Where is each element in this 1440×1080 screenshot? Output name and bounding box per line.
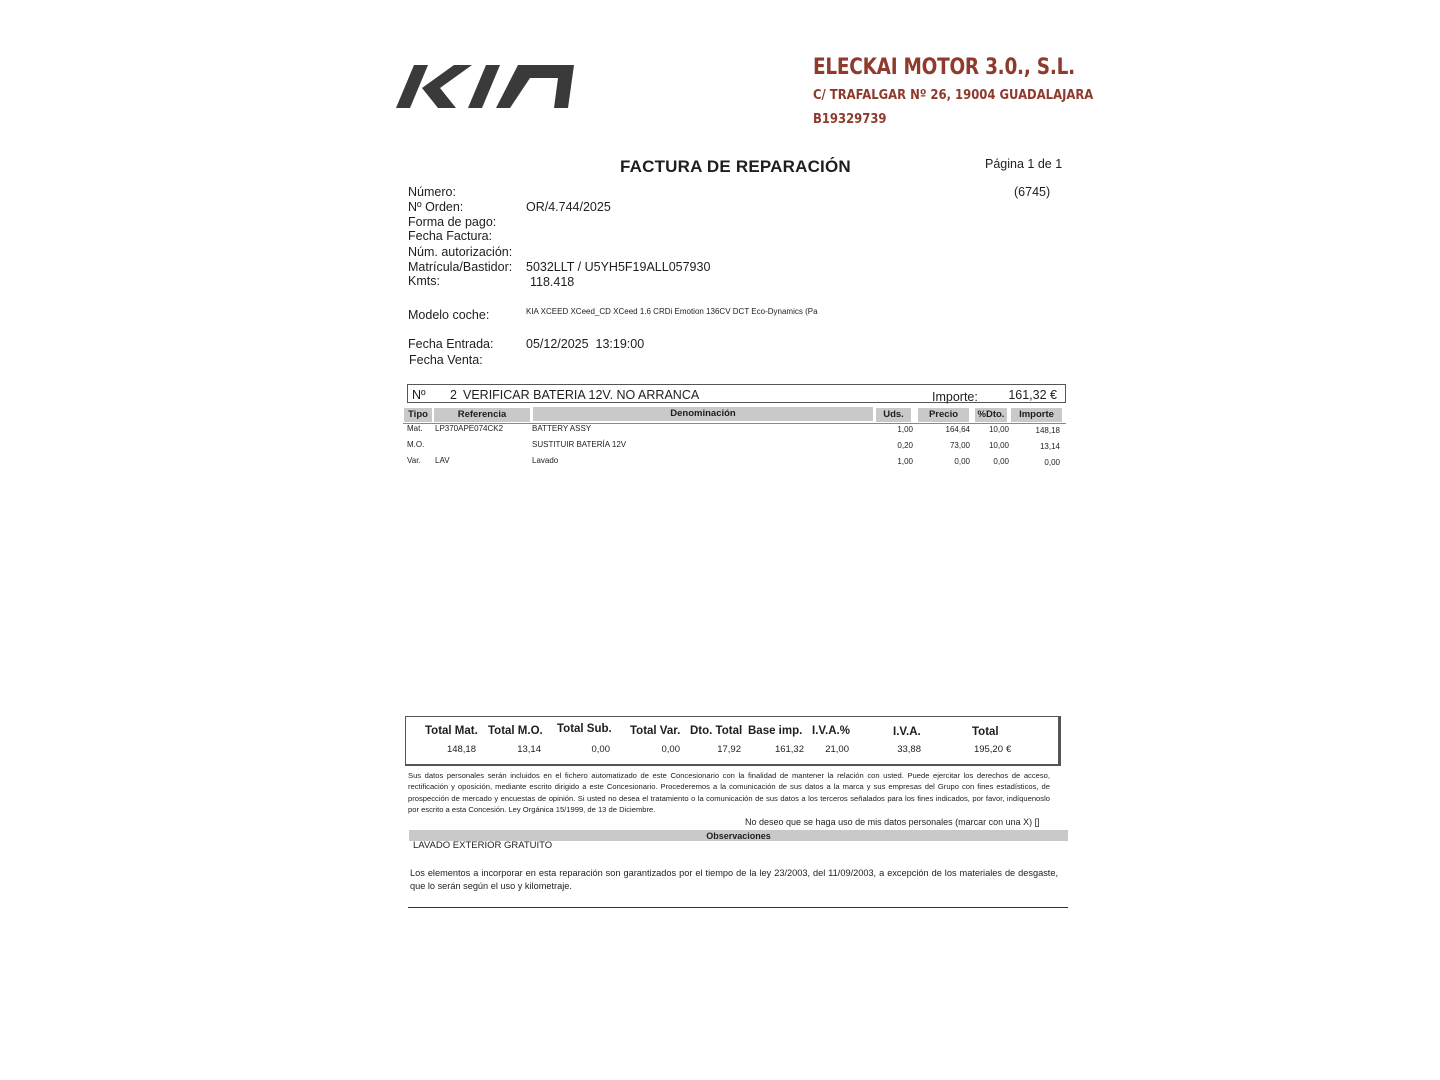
- total-sub-header: Total Sub.: [557, 723, 612, 735]
- company-header: [813, 55, 1133, 127]
- total-mo-value: 13,14: [517, 744, 541, 755]
- dto-total-value: 17,92: [717, 744, 741, 755]
- document-ref: (6745): [1014, 185, 1051, 199]
- matricula-label: Matrícula/Bastidor:: [408, 260, 513, 274]
- orden-label: Nº Orden:: [408, 200, 464, 214]
- kmts-value: 118.418: [530, 275, 575, 289]
- kmts-label: Kmts:: [408, 274, 440, 288]
- iva-pct-header: I.V.A.%: [812, 725, 850, 737]
- table-row-cell-denominacion: SUSTITUIR BATERÍA 12V: [532, 440, 627, 449]
- table-row-cell-precio: 73,00: [949, 441, 970, 450]
- iva-value: 33,88: [897, 744, 921, 755]
- col-header-precio: Precio: [918, 408, 969, 422]
- total-mat-header: Total Mat.: [425, 725, 478, 737]
- table-row-cell-importe: 13,14: [1039, 442, 1060, 451]
- table-row-cell-precio: 164,64: [945, 425, 970, 434]
- observations-text: LAVADO EXTERIOR GRATUITO: [413, 840, 553, 851]
- operation-importe-value: 161,32 €: [1008, 388, 1057, 402]
- table-row-cell-denominacion: BATTERY ASSY: [532, 424, 592, 433]
- iva-header: I.V.A.: [893, 726, 921, 738]
- table-row-cell-importe: 0,00: [1044, 458, 1060, 467]
- table-row-cell-referencia: LP370APE074CK2: [435, 424, 504, 433]
- footer-divider: [408, 907, 1068, 908]
- guarantee-text: Los elementos a incorporar en esta reparación son garantizados por el tiempo de la ley 23/2003, del 11/09/2003, a excepción de los materiales de desgaste, que lo serán según el uso y kilometraje.: [410, 868, 1058, 891]
- totals-box: [405, 716, 1061, 766]
- base-imp-header: Base imp.: [748, 725, 803, 737]
- col-header-uds: Uds.: [876, 408, 911, 422]
- autorizacion-label: Núm. autorización:: [408, 245, 513, 259]
- total-var-value: 0,00: [661, 744, 680, 755]
- matricula-value: 5032LLT / U5YH5F19ALL057930: [526, 260, 711, 274]
- table-row-cell-referencia: LAV: [435, 456, 450, 465]
- total-value: 195,20: [973, 744, 1003, 755]
- col-header-tipo: Tipo: [404, 408, 432, 422]
- operation-importe-label: Importe:: [932, 390, 978, 404]
- table-row-cell-tipo: Mat.: [407, 424, 423, 433]
- forma-pago-label: Forma de pago:: [408, 215, 497, 229]
- total-mat-value: 148,18: [446, 744, 476, 755]
- privacy-opt-out: No deseo que se haga uso de mis datos personales (marcar con una X) []: [745, 817, 1040, 827]
- kia-logo: [392, 58, 578, 114]
- modelo-label: Modelo coche:: [408, 308, 490, 322]
- base-imp-value: 161,32: [774, 744, 804, 755]
- table-row-cell-denominacion: Lavado: [532, 456, 559, 465]
- total-sub-value: 0,00: [591, 744, 610, 755]
- total-var-header: Total Var.: [630, 725, 681, 737]
- fecha-entrada-value: 05/12/2025 13:19:00: [526, 337, 645, 351]
- iva-pct-value: 21,00: [825, 744, 849, 755]
- company-name: ELECKAI MOTOR 3.0., S.L.: [813, 55, 1075, 80]
- operation-n-label: Nº: [412, 388, 426, 402]
- total-mo-header: Total M.O.: [488, 725, 543, 737]
- table-row-cell-uds: 1,00: [897, 425, 913, 434]
- table-row-cell-precio: 0,00: [954, 457, 970, 466]
- table-row-cell-uds: 0,20: [897, 441, 913, 450]
- operation-box: [407, 384, 1066, 403]
- orden-value: OR/4.744/2025: [526, 200, 611, 214]
- col-header-referencia: Referencia: [434, 408, 530, 422]
- company-address: C/ TRAFALGAR Nº 26, 19004 GUADALAJARA: [813, 87, 1094, 103]
- fecha-entrada-label: Fecha Entrada:: [408, 337, 494, 351]
- table-row-cell-tipo: Var.: [407, 456, 421, 465]
- table-row-cell-dto: 0,00: [993, 457, 1009, 466]
- numero-label: Número:: [408, 185, 456, 199]
- privacy-notice: Sus datos personales serán incluidos en el fichero automatizado de este Concesionario con la finalidad de mantener la relación con usted. Puede ejercitar los derechos de acceso, rectificación y oposición, mediante escrito dirigido a este Concesionario. Procederemos a la comunicación de sus datos a la marca y sus empresas del Grupo con fines estadísticos, de prospección de mercado y encuestas de opinión. Si usted no desea el tratamiento o la comunicación de sus datos a los terceros señalados para los fines indicados, por favor, indíquenoslo por escrito a esta Concesión. Ley Orgánica 15/1999, de 13 de Diciembre.: [408, 771, 1050, 815]
- total-currency: €: [1006, 744, 1012, 755]
- operation-description: VERIFICAR BATERIA 12V. NO ARRANCA: [463, 388, 700, 402]
- modelo-value: KIA XCEED XCeed_CD XCeed 1.6 CRDi Emotion 136CV DCT Eco-Dynamics (Pa: [526, 307, 818, 316]
- dto-total-header: Dto. Total: [690, 725, 743, 737]
- table-row-cell-dto: 10,00: [988, 425, 1009, 434]
- table-row-cell-dto: 10,00: [988, 441, 1009, 450]
- table-row-cell-uds: 1,00: [897, 457, 913, 466]
- table-row-cell-importe: 148,18: [1035, 426, 1060, 435]
- total-header: Total: [972, 726, 999, 738]
- operation-number: 2: [450, 388, 457, 402]
- col-header-importe: Importe: [1011, 408, 1062, 422]
- fecha-venta-label: Fecha Venta:: [409, 353, 483, 367]
- invoice-title: FACTURA DE REPARACIÓN: [620, 157, 851, 176]
- col-header-dto: %Dto.: [975, 408, 1007, 422]
- col-header-denominacion: Denominación: [533, 407, 873, 421]
- table-row-cell-tipo: M.O.: [407, 440, 425, 449]
- page-indicator: Página 1 de 1: [985, 157, 1063, 171]
- fecha-factura-label: Fecha Factura:: [408, 229, 493, 243]
- company-cif: B19329739: [813, 111, 887, 127]
- observations-header: Observaciones: [409, 830, 1068, 841]
